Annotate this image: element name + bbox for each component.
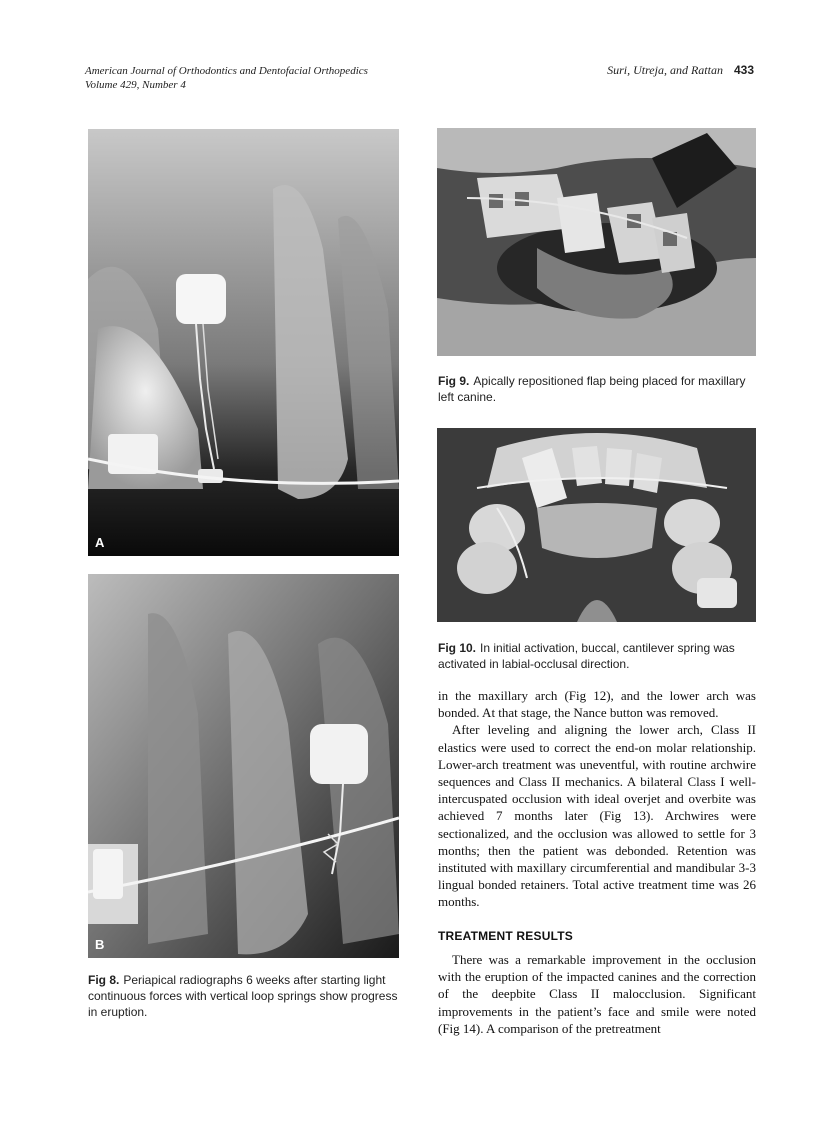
fig10-photo bbox=[437, 428, 756, 622]
body-paragraph-3: There was a remarkable improvement in the occlusion with the eruption of the impacted canines and the correction of the deepbite Class II malocclusion. Significant improvements in the patient’s face and smile were noted (Fig 14). A comparison of the pretreatment bbox=[438, 952, 756, 1036]
fig9-photo bbox=[437, 128, 756, 356]
body-text-column bbox=[438, 687, 756, 911]
body-paragraph-1: in the maxillary arch (Fig 12), and the lower arch was bonded. At that stage, the Nance button was removed. bbox=[438, 688, 756, 721]
panel-label-a: A bbox=[95, 535, 105, 550]
author-names: Suri, Utreja, and Rattan bbox=[607, 63, 723, 77]
running-header-journal bbox=[85, 64, 368, 92]
running-header-authors bbox=[607, 63, 754, 77]
fig8-caption-text: Periapical radiographs 6 weeks after starting light continuous forces with vertical loop springs show progress in eruption. bbox=[88, 973, 398, 1019]
page-number: 433 bbox=[733, 63, 754, 77]
fig10-label: Fig 10. bbox=[438, 641, 477, 655]
fig9-caption bbox=[438, 373, 756, 405]
fig8-caption bbox=[88, 972, 402, 1020]
fig9-caption-text: Apically repositioned flap being placed for maxillary left canine. bbox=[438, 374, 746, 404]
fig10-caption bbox=[438, 640, 756, 672]
body-text-results bbox=[438, 951, 756, 1037]
fig8-label: Fig 8. bbox=[88, 973, 120, 987]
fig8-radiograph-a bbox=[88, 129, 399, 556]
body-paragraph-2: After leveling and aligning the lower arch, Class II elastics were used to correct the end-on molar relationship. Lower-arch treatment was uneventful, with routine archwire sequences and Class II mechanics. A bilateral Class I well-intercuspated occlusion with ideal overjet and overbite was achieved 7 months later (Fig 13). Archwires were sectionalized, and the occlusion was allowed to settle for 3 months; then the patient was debonded. Retention was instituted with maxillary circumferential and mandibular 3-3 lingual bonded retainers. Total active treatment time was 26 months. bbox=[438, 722, 756, 910]
fig9-label: Fig 9. bbox=[438, 374, 470, 388]
journal-title: American Journal of Orthodontics and Dentofacial Orthopedics bbox=[85, 65, 368, 77]
section-heading-treatment-results: TREATMENT RESULTS bbox=[438, 929, 573, 943]
journal-volume: Volume 429, Number 4 bbox=[85, 79, 186, 91]
fig8-radiograph-b bbox=[88, 574, 399, 958]
fig10-caption-text: In initial activation, buccal, cantilever spring was activated in labial-occlusal direction. bbox=[438, 641, 735, 671]
panel-label-b: B bbox=[95, 937, 105, 952]
